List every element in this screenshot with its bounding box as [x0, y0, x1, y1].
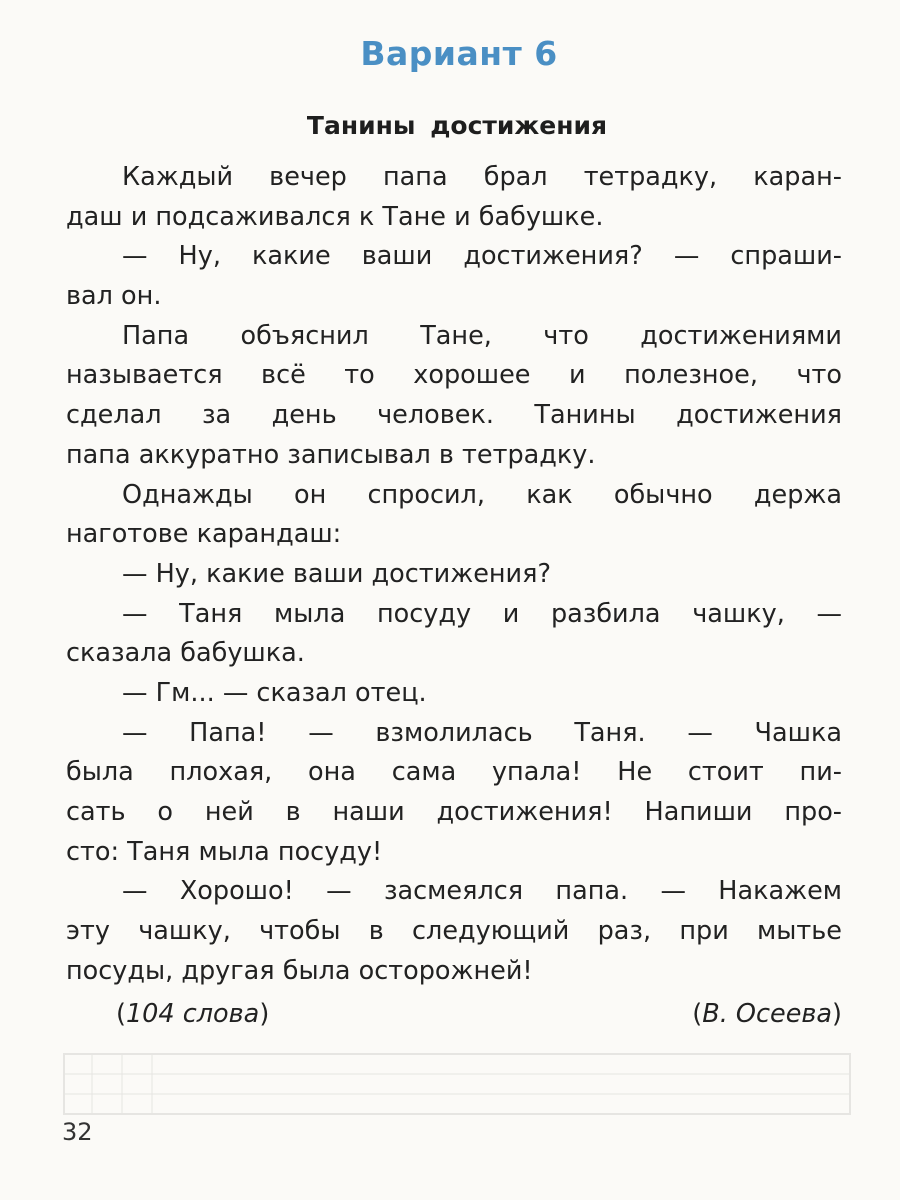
story-line: Однажды он спросил, как обычно держа	[122, 479, 842, 510]
story-line: даш и подсаживался к Тане и бабушке.	[66, 201, 604, 232]
story-line: Каждый вечер папа брал тетрадку, каран-	[122, 162, 842, 192]
story-line: — Ну, какие ваши достижения?	[122, 558, 552, 589]
story-text	[66, 158, 842, 991]
word-count-open-paren: (	[116, 999, 126, 1029]
story-line: была плохая, она сама упала! Не стоит пи-	[66, 757, 842, 788]
word-count-close-paren: )	[259, 999, 270, 1029]
word-count-value: 104 слова	[125, 999, 260, 1029]
author-open-paren: (	[692, 999, 703, 1029]
story-line: наготове карандаш:	[66, 519, 342, 550]
bleed-through-grid	[62, 1052, 852, 1142]
story-line: называется всё то хорошее и полезное, что	[66, 360, 842, 391]
story-title: Танины достижения	[306, 111, 608, 140]
story-footer	[116, 994, 842, 1034]
story-line: посуды, другая была осторожней!	[66, 955, 533, 986]
story-line: папа аккуратно записывал в тетрадку.	[66, 439, 596, 470]
variant-heading: Вариант 6	[360, 34, 558, 73]
word-count	[116, 994, 269, 1034]
story-line: — Таня мыла посуду и разбила чашку, —	[122, 598, 842, 629]
story-line: сто: Таня мыла посуду!	[66, 836, 383, 867]
page-number: 32	[62, 1118, 93, 1146]
story-line: сделал за день человек. Танины достижения	[66, 400, 842, 431]
story-line: — Гм... — сказал отец.	[122, 677, 427, 708]
story-line: эту чашку, чтобы в следующий раз, при мытье	[66, 916, 842, 947]
story-line: — Хорошо! — засмеялся папа. — Накажем	[122, 876, 842, 907]
story-line: сать о ней в наши достижения! Напиши про-	[66, 797, 842, 827]
author-close-paren: )	[832, 999, 842, 1029]
author-name: В. Осеева	[702, 999, 833, 1029]
story-line: — Ну, какие ваши достижения? — спраши-	[122, 241, 842, 272]
author-credit	[692, 994, 842, 1034]
story-line: сказала бабушка.	[66, 638, 305, 669]
story-line: Папа объяснил Тане, что достижениями	[122, 320, 842, 351]
story-line: вал он.	[66, 281, 162, 312]
story-line: — Папа! — взмолилась Таня. — Чашка	[122, 717, 842, 748]
